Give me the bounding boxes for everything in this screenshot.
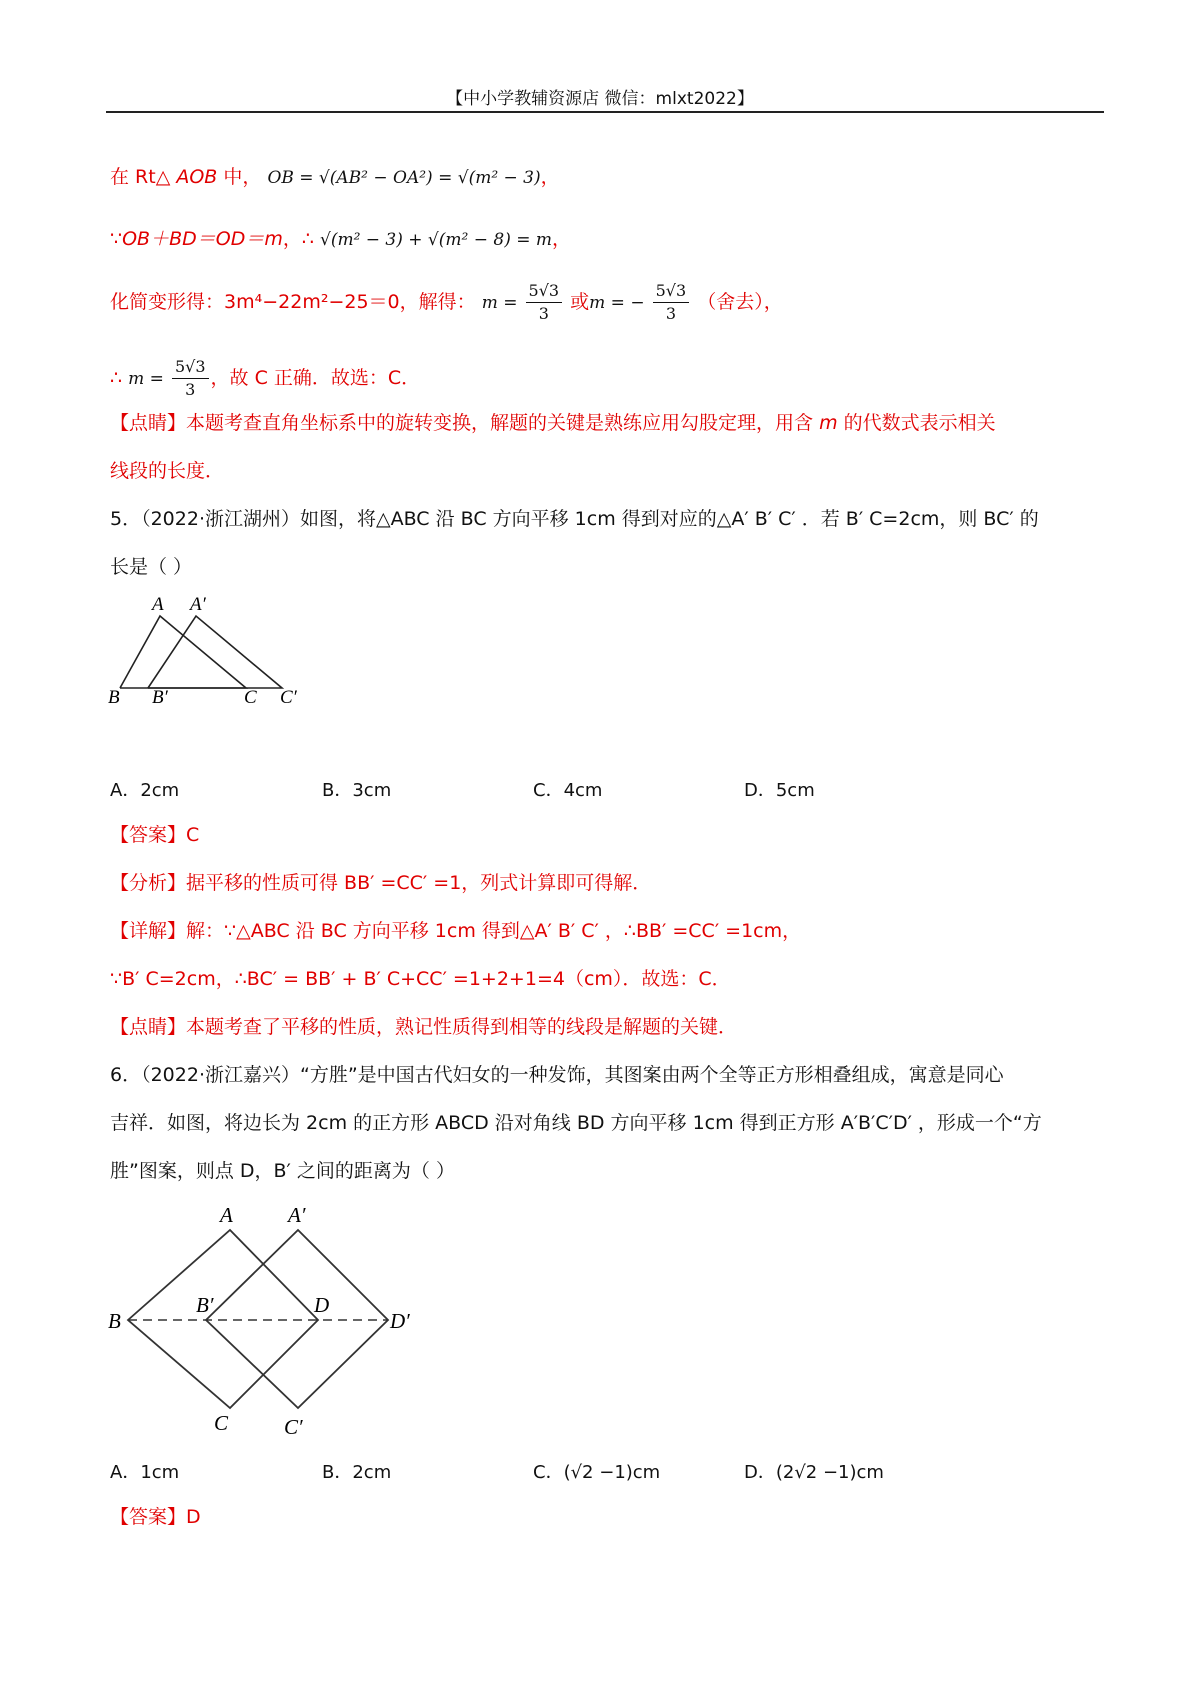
q5-option-a[interactable]: A．2cm — [110, 780, 180, 801]
q6-option-a[interactable]: A．1cm — [110, 1462, 180, 1483]
label-B: B — [108, 687, 120, 708]
q5-stem-line-2: 长是（ ） — [110, 556, 193, 578]
header-rule — [106, 111, 1104, 113]
text: 化简变形得： — [110, 291, 225, 313]
analysis-text: 据平移的性质可得 BB′ =CC′ =1，列式计算即可得解． — [186, 872, 652, 894]
q6-figure — [108, 1196, 428, 1446]
q6-stem-line-2: 吉祥．如图，将边长为 2cm 的正方形 ABCD 沿对角线 BD 方向平移 1cm 得到正方形 A′B′C′D′ ，形成一个“方 — [110, 1112, 1042, 1134]
equation: OB＋BD＝OD＝m — [122, 228, 283, 250]
text: 在 Rt△ — [110, 166, 177, 188]
lhs: m = − — [589, 293, 645, 313]
detail-text: 解：∵△ABC 沿 BC 方向平移 1cm 得到△A′ B′ C′ ，∴BB′ =CC′ =1cm， — [186, 920, 802, 942]
analysis-label: 【分析】 — [110, 872, 187, 894]
tip-line-1 — [110, 410, 996, 436]
text: 本题考查直角坐标系中的旋转变换，解题的关键是熟练应用勾股定理，用含 — [186, 412, 820, 434]
text: ， — [540, 166, 560, 188]
answer-value: C — [186, 824, 200, 846]
text: ，故 C 正确．故选：C． — [210, 367, 421, 389]
fraction: $\frac{5√3}{3}$ — [526, 280, 563, 325]
q6-stem-line-1: 6．（2022·浙江嘉兴）“方胜”是中国古代妇女的一种发饰，其图案由两个全等正方形相叠组成，寓意是同心 — [110, 1064, 1004, 1086]
q6-answer — [110, 1504, 201, 1530]
q5-analysis — [110, 870, 651, 896]
label-A-prime: A′ — [288, 1203, 306, 1227]
label-D: D — [314, 1293, 330, 1317]
label-B-prime: B′ — [152, 687, 168, 708]
solution-line-3 — [110, 280, 783, 325]
q5-detail-line-2: ∵B′ C=2cm，∴BC′ = BB′ + B′ C+CC′ =1+2+1=4（cm）．故选：C． — [110, 968, 731, 990]
solution-line-4 — [110, 356, 420, 401]
square-abcd — [128, 1230, 318, 1408]
text: 中， — [217, 166, 262, 188]
q5-detail-line-1 — [110, 918, 801, 944]
q5-tip — [110, 1014, 737, 1040]
text: ， — [552, 228, 572, 250]
square-a2b2c2d2 — [206, 1230, 388, 1408]
detail-label: 【详解】 — [110, 920, 187, 942]
equation: 3m⁴−22m²−25＝0 — [224, 291, 400, 313]
label-B: B — [108, 1309, 121, 1333]
q6-stem-line-3: 胜”图案，则点 D，B′ 之间的距离为（ ） — [110, 1160, 455, 1182]
formula: √(m² − 3) + √(m² − 8) = m — [319, 230, 553, 250]
page-header: 【中小学教辅资源店 微信：mlxt2022】 — [446, 89, 754, 109]
q5-option-c[interactable]: C．4cm — [533, 780, 603, 801]
q6-option-d[interactable]: D．(2√2 −1)cm — [744, 1462, 884, 1483]
label-A: A — [152, 594, 164, 615]
triangle-abc — [120, 616, 246, 688]
triangle-name: AOB — [176, 166, 218, 188]
therefore: ，∴ — [282, 228, 314, 250]
lhs: m = — [481, 293, 518, 313]
text: ，解得： — [399, 291, 476, 313]
label-A-prime: A′ — [190, 594, 206, 615]
label-C-prime: C′ — [280, 687, 297, 708]
lhs: m = — [128, 369, 164, 389]
formula: OB = √(AB² − OA²) = √(m² − 3) — [267, 168, 541, 188]
text: 的代数式表示相关 — [837, 412, 996, 434]
q5-figure — [108, 592, 308, 712]
label-A: A — [220, 1203, 233, 1227]
discard: （舍去）， — [697, 291, 783, 313]
q6-option-c[interactable]: C．(√2 −1)cm — [533, 1462, 661, 1483]
fraction: $\frac{5√3}{3}$ — [653, 280, 690, 325]
answer-label: 【答案】 — [110, 824, 187, 846]
q5-answer — [110, 822, 199, 848]
tip-text: 本题考查了平移的性质，熟记性质得到相等的线段是解题的关键． — [186, 1016, 738, 1038]
therefore: ∴ — [110, 367, 123, 389]
q5-option-b[interactable]: B．3cm — [322, 780, 392, 801]
tip-line-2: 线段的长度． — [110, 460, 225, 482]
q6-option-b[interactable]: B．2cm — [322, 1462, 392, 1483]
answer-value: D — [186, 1506, 201, 1528]
because: ∵ — [110, 228, 123, 250]
or: 或 — [570, 291, 590, 313]
solution-line-2 — [110, 226, 571, 253]
label-D-prime: D′ — [390, 1309, 410, 1333]
solution-line-1 — [110, 164, 560, 191]
fraction: $\frac{5√3}{3}$ — [172, 356, 209, 401]
variable: m — [819, 412, 838, 434]
q5-stem-line-1: 5．（2022·浙江湖州）如图，将△ABC 沿 BC 方向平移 1cm 得到对应的△A′ B′ C′ ．若 B′ C=2cm，则 BC′ 的 — [110, 508, 1039, 530]
tip-label: 【点睛】 — [110, 412, 187, 434]
label-B-prime: B′ — [196, 1293, 214, 1317]
tip-label: 【点睛】 — [110, 1016, 187, 1038]
q5-option-d[interactable]: D．5cm — [744, 780, 815, 801]
label-C-prime: C′ — [284, 1415, 303, 1439]
label-C: C — [214, 1411, 229, 1435]
triangle-a2b2c2 — [148, 616, 282, 688]
label-C: C — [244, 687, 257, 708]
answer-label: 【答案】 — [110, 1506, 187, 1528]
